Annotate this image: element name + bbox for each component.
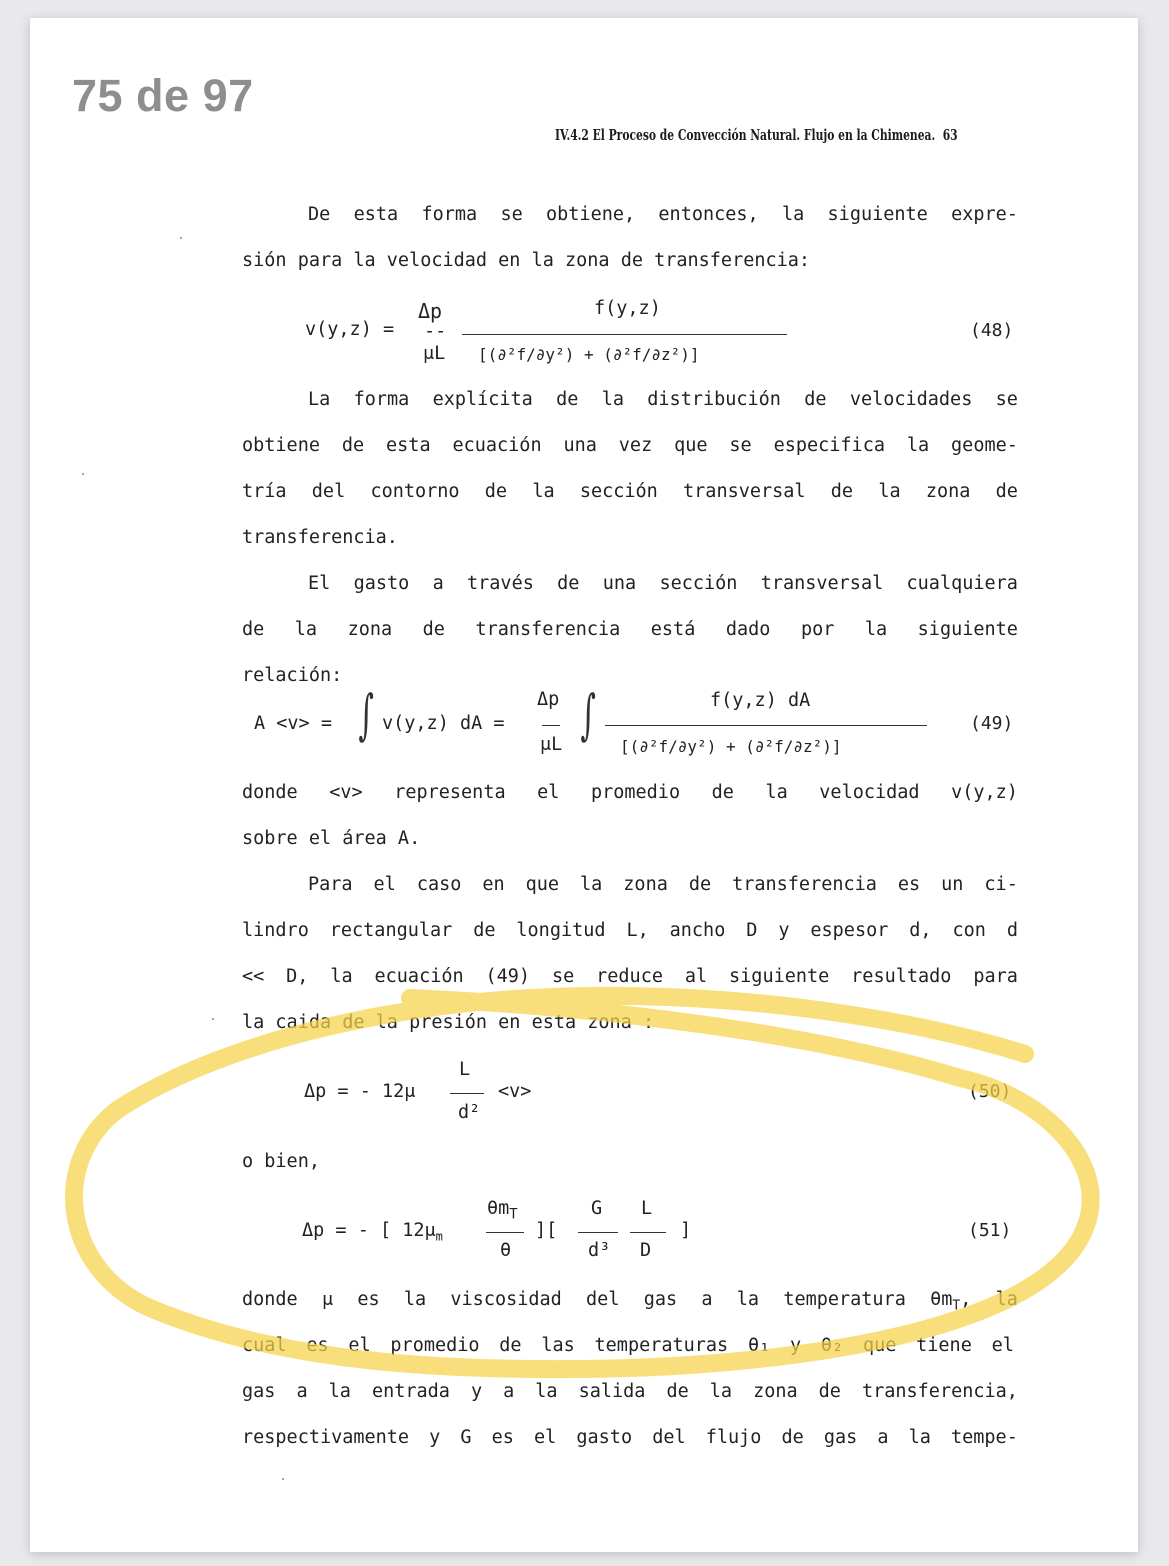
word: ancho bbox=[669, 920, 726, 941]
eq51-mid-bracket: ][ bbox=[535, 1220, 558, 1241]
paragraph-line bbox=[242, 1381, 1018, 1402]
word: de bbox=[473, 920, 496, 941]
word: zona bbox=[925, 481, 971, 502]
paragraph-line bbox=[242, 966, 1018, 987]
word: transferencia bbox=[475, 619, 621, 640]
eq50-number: (50) bbox=[968, 1081, 1012, 1102]
word: siguiente bbox=[917, 619, 1018, 640]
word: vez bbox=[618, 435, 653, 456]
word: tempe- bbox=[951, 1427, 1018, 1448]
paragraph-line bbox=[242, 435, 1018, 456]
word: de bbox=[830, 481, 854, 502]
word: y bbox=[790, 1335, 802, 1356]
word: la bbox=[781, 204, 805, 225]
eq51-f1-numerator bbox=[487, 1198, 518, 1223]
word: transversal bbox=[683, 481, 806, 502]
scan-speck bbox=[282, 1478, 284, 1480]
word: la bbox=[765, 782, 788, 803]
word: de bbox=[341, 435, 365, 456]
paragraph-line bbox=[308, 389, 1018, 410]
eq51-mu-subscript: m bbox=[435, 1229, 443, 1244]
word: la bbox=[294, 619, 318, 640]
word: la bbox=[906, 435, 930, 456]
word: El bbox=[308, 573, 331, 594]
word: dado bbox=[725, 619, 771, 640]
word: $\theta m_T$, bbox=[930, 1289, 972, 1314]
word: explícita bbox=[432, 389, 533, 410]
word: el bbox=[537, 782, 560, 803]
paragraph-line bbox=[242, 481, 1018, 502]
word: gas bbox=[643, 1289, 678, 1310]
paragraph-line: sión para la velocidad en la zona de transferencia: bbox=[242, 250, 811, 271]
eq51-number: (51) bbox=[968, 1220, 1012, 1241]
eq48-number: (48) bbox=[970, 320, 1014, 341]
word: el bbox=[991, 1335, 1014, 1356]
word: tría bbox=[242, 481, 287, 502]
word: salida bbox=[578, 1381, 646, 1402]
word: la bbox=[736, 1289, 760, 1310]
eq48-denominator: [(∂²f/∂y²) + (∂²f/∂z²)] bbox=[478, 345, 700, 364]
eq51-f3-bar bbox=[630, 1232, 666, 1233]
word: Para bbox=[308, 874, 353, 895]
eq51-f3-numerator: L bbox=[641, 1198, 653, 1219]
eq49-numerator: f(y,z) dA bbox=[710, 690, 811, 711]
word: transferencia bbox=[732, 874, 877, 895]
word: viscosidad bbox=[450, 1289, 562, 1310]
eq51-f1-denominator: θ bbox=[500, 1240, 512, 1261]
eq50-rhs: <v> bbox=[498, 1081, 532, 1102]
word: al bbox=[684, 966, 708, 987]
word: zona bbox=[623, 874, 668, 895]
word: D, bbox=[286, 966, 309, 987]
word: obtiene bbox=[242, 435, 320, 456]
word: d bbox=[1006, 920, 1018, 941]
word: la bbox=[330, 966, 353, 987]
word: (49) bbox=[485, 966, 531, 987]
word: ci- bbox=[984, 874, 1018, 895]
word: la bbox=[580, 874, 603, 895]
word: de bbox=[781, 1427, 804, 1448]
word: para bbox=[973, 966, 1018, 987]
eq50-numerator: L bbox=[459, 1059, 471, 1080]
word: a bbox=[503, 1381, 515, 1402]
word: forma bbox=[421, 204, 478, 225]
eq49-small-bar bbox=[542, 725, 560, 726]
eq51-f1-bar bbox=[486, 1232, 524, 1233]
word: de bbox=[688, 874, 712, 895]
word: las bbox=[541, 1335, 575, 1356]
word: y bbox=[470, 1381, 483, 1402]
word: de bbox=[818, 1381, 841, 1402]
word: lindro bbox=[242, 920, 309, 941]
eq50-lhs: Δp = - 12μ bbox=[304, 1081, 416, 1102]
word: donde bbox=[242, 1289, 298, 1310]
word: distribución bbox=[647, 389, 781, 410]
word: transferencia, bbox=[861, 1381, 1018, 1402]
word: a bbox=[432, 573, 444, 594]
word: entrada bbox=[371, 1381, 450, 1402]
integral-sign: ∫ bbox=[358, 683, 374, 746]
word: velocidades bbox=[849, 389, 973, 410]
word: en bbox=[482, 874, 505, 895]
eq49-mu-l: μL bbox=[540, 734, 563, 755]
eq51-f2-denominator: d³ bbox=[588, 1240, 611, 1261]
eq49-denominator: [(∂²f/∂y²) + (∂²f/∂z²)] bbox=[620, 737, 842, 756]
eq49-lhs: A <v> = bbox=[254, 713, 332, 734]
word: por bbox=[800, 619, 835, 640]
word: de bbox=[995, 481, 1018, 502]
paragraph-line bbox=[242, 1289, 1018, 1314]
paragraph-line bbox=[242, 920, 1018, 941]
word: sección bbox=[579, 481, 658, 502]
word: la bbox=[328, 1381, 351, 1402]
word: promedio bbox=[390, 1335, 480, 1356]
word: una bbox=[602, 573, 637, 594]
paragraph-line bbox=[308, 874, 1018, 895]
word: de bbox=[711, 782, 734, 803]
word: la bbox=[864, 619, 888, 640]
word: y bbox=[778, 920, 790, 941]
word: la bbox=[878, 481, 901, 502]
word: sección bbox=[659, 573, 738, 594]
word: velocidad bbox=[819, 782, 920, 803]
word: v(y,z) bbox=[951, 782, 1018, 803]
word: la bbox=[908, 1427, 931, 1448]
eq49-integrand: v(y,z) dA = bbox=[382, 713, 505, 734]
word: d, bbox=[909, 920, 932, 941]
document-page bbox=[30, 18, 1138, 1552]
word: la bbox=[709, 1381, 733, 1402]
word: esta bbox=[353, 204, 399, 225]
paragraph-line bbox=[242, 1335, 1014, 1356]
word: μ bbox=[321, 1289, 334, 1310]
word: la bbox=[403, 1289, 427, 1310]
word: contorno bbox=[370, 481, 460, 502]
paragraph-line bbox=[308, 204, 1018, 225]
eq51-f1-num-text: θm bbox=[487, 1198, 510, 1219]
word: es bbox=[306, 1335, 329, 1356]
word: se bbox=[995, 389, 1018, 410]
paragraph-line bbox=[242, 782, 1018, 803]
eq50-denominator: d² bbox=[458, 1102, 481, 1123]
word: es bbox=[897, 874, 921, 895]
word: rectangular bbox=[329, 920, 453, 941]
running-head bbox=[555, 127, 958, 144]
word: con bbox=[952, 920, 986, 941]
word: del bbox=[311, 481, 346, 502]
eq48-dashes: -- bbox=[424, 321, 447, 342]
word: siguiente bbox=[729, 966, 830, 987]
paragraph-line bbox=[242, 1427, 1018, 1448]
word: es bbox=[357, 1289, 380, 1310]
paragraph-line: sobre el área A. bbox=[242, 828, 421, 849]
word: zona bbox=[347, 619, 393, 640]
eq51-f1-num-subscript: T bbox=[509, 1206, 518, 1223]
word: expre- bbox=[951, 204, 1018, 225]
word: θ₁ bbox=[747, 1335, 771, 1356]
eq51-close-bracket: ] bbox=[680, 1220, 692, 1241]
word: de bbox=[557, 573, 580, 594]
word: el bbox=[534, 1427, 557, 1448]
word: y bbox=[429, 1427, 441, 1448]
word: donde bbox=[242, 782, 298, 803]
word: reduce bbox=[596, 966, 663, 987]
word: << bbox=[242, 966, 265, 987]
word: que bbox=[525, 874, 560, 895]
word: respectivamente bbox=[242, 1427, 410, 1448]
word: a bbox=[701, 1289, 713, 1310]
word: θ₂ bbox=[820, 1335, 844, 1356]
word: gas bbox=[823, 1427, 858, 1448]
word: de bbox=[666, 1381, 689, 1402]
word: De bbox=[308, 204, 331, 225]
eq48-mu-l: μL bbox=[423, 343, 446, 364]
paragraph-line: o bien, bbox=[242, 1151, 320, 1172]
eq50-fraction-bar bbox=[450, 1093, 484, 1094]
word: gasto bbox=[353, 573, 410, 594]
eq51-lhs bbox=[302, 1220, 443, 1244]
word: resultado bbox=[851, 966, 952, 987]
word: geome- bbox=[951, 435, 1018, 456]
word: está bbox=[650, 619, 696, 640]
integral-sign: ∫ bbox=[580, 683, 596, 746]
word: gas bbox=[242, 1381, 276, 1402]
word: el bbox=[348, 1335, 371, 1356]
word: de bbox=[556, 389, 579, 410]
word: representa bbox=[394, 782, 506, 803]
paragraph-line bbox=[242, 619, 1018, 640]
word: del bbox=[586, 1289, 620, 1310]
word: un bbox=[941, 874, 964, 895]
word: que bbox=[862, 1335, 897, 1356]
eq48-delta-p: Δp bbox=[418, 299, 443, 323]
word: ecuación bbox=[374, 966, 464, 987]
word: a bbox=[877, 1427, 889, 1448]
word: a bbox=[296, 1381, 308, 1402]
paragraph-line: la caida de la presión en esta zona : bbox=[242, 1012, 655, 1033]
word: través bbox=[467, 573, 534, 594]
eq51-f2-numerator: G bbox=[591, 1198, 603, 1219]
page-number: 63 bbox=[942, 127, 958, 144]
word: entonces, bbox=[658, 204, 759, 225]
paragraph-line: transferencia. bbox=[242, 527, 398, 548]
scan-speck bbox=[82, 473, 84, 475]
word: espesor bbox=[810, 920, 889, 941]
word: una bbox=[563, 435, 597, 456]
word: la bbox=[532, 481, 555, 502]
word: temperatura bbox=[783, 1289, 906, 1310]
word: se bbox=[500, 204, 523, 225]
word: de bbox=[422, 619, 445, 640]
eq51-lhs-text: Δp = - [ 12μ bbox=[302, 1220, 436, 1241]
word: la bbox=[995, 1289, 1018, 1310]
eq51-f2-bar bbox=[578, 1232, 618, 1233]
paragraph-line: relación: bbox=[242, 665, 343, 686]
word: la bbox=[535, 1381, 558, 1402]
word: temperaturas bbox=[594, 1335, 729, 1356]
eq48-lhs: v(y,z) = bbox=[305, 319, 395, 340]
eq51-f3-denominator: D bbox=[640, 1240, 652, 1261]
word: es bbox=[491, 1427, 514, 1448]
word: caso bbox=[416, 874, 462, 895]
word: gasto bbox=[576, 1427, 633, 1448]
eq49-fraction-bar bbox=[605, 725, 927, 726]
word: de bbox=[484, 481, 508, 502]
eq48-numerator: f(y,z) bbox=[594, 298, 661, 319]
eq49-delta-p: Δp bbox=[537, 689, 560, 710]
word: esta bbox=[386, 435, 431, 456]
running-head-title: IV.4.2 El Proceso de Convección Natural. Flujo en la Chimenea. bbox=[555, 127, 936, 144]
word: La bbox=[308, 389, 331, 410]
word: obtiene, bbox=[546, 204, 636, 225]
temperature-subscript: T bbox=[952, 1298, 961, 1314]
word: D bbox=[746, 920, 758, 941]
word: el bbox=[373, 874, 396, 895]
word: cualquiera bbox=[906, 573, 1018, 594]
word: zona bbox=[753, 1381, 798, 1402]
word: longitud bbox=[516, 920, 606, 941]
page-counter: 75 de 97 bbox=[72, 70, 254, 121]
word: de bbox=[242, 619, 265, 640]
word: forma bbox=[353, 389, 410, 410]
word: flujo bbox=[705, 1427, 762, 1448]
word: siguiente bbox=[827, 204, 928, 225]
word: de bbox=[499, 1335, 522, 1356]
word: se bbox=[729, 435, 752, 456]
word: de bbox=[804, 389, 827, 410]
word: L, bbox=[626, 920, 649, 941]
word: se bbox=[551, 966, 575, 987]
word: G bbox=[460, 1427, 472, 1448]
word: tiene bbox=[916, 1335, 972, 1356]
word: del bbox=[652, 1427, 686, 1448]
word: <v> bbox=[329, 782, 363, 803]
scan-speck bbox=[212, 1018, 214, 1020]
word: transversal bbox=[760, 573, 884, 594]
word: ecuación bbox=[452, 435, 542, 456]
word: la bbox=[601, 389, 624, 410]
word: que bbox=[674, 435, 708, 456]
paragraph-line bbox=[308, 573, 1018, 594]
word: promedio bbox=[590, 782, 681, 803]
scan-speck bbox=[180, 237, 182, 239]
eq48-fraction-bar bbox=[462, 334, 787, 335]
word: cual bbox=[242, 1335, 287, 1356]
word: especifica bbox=[773, 435, 885, 456]
eq49-number: (49) bbox=[970, 713, 1014, 734]
